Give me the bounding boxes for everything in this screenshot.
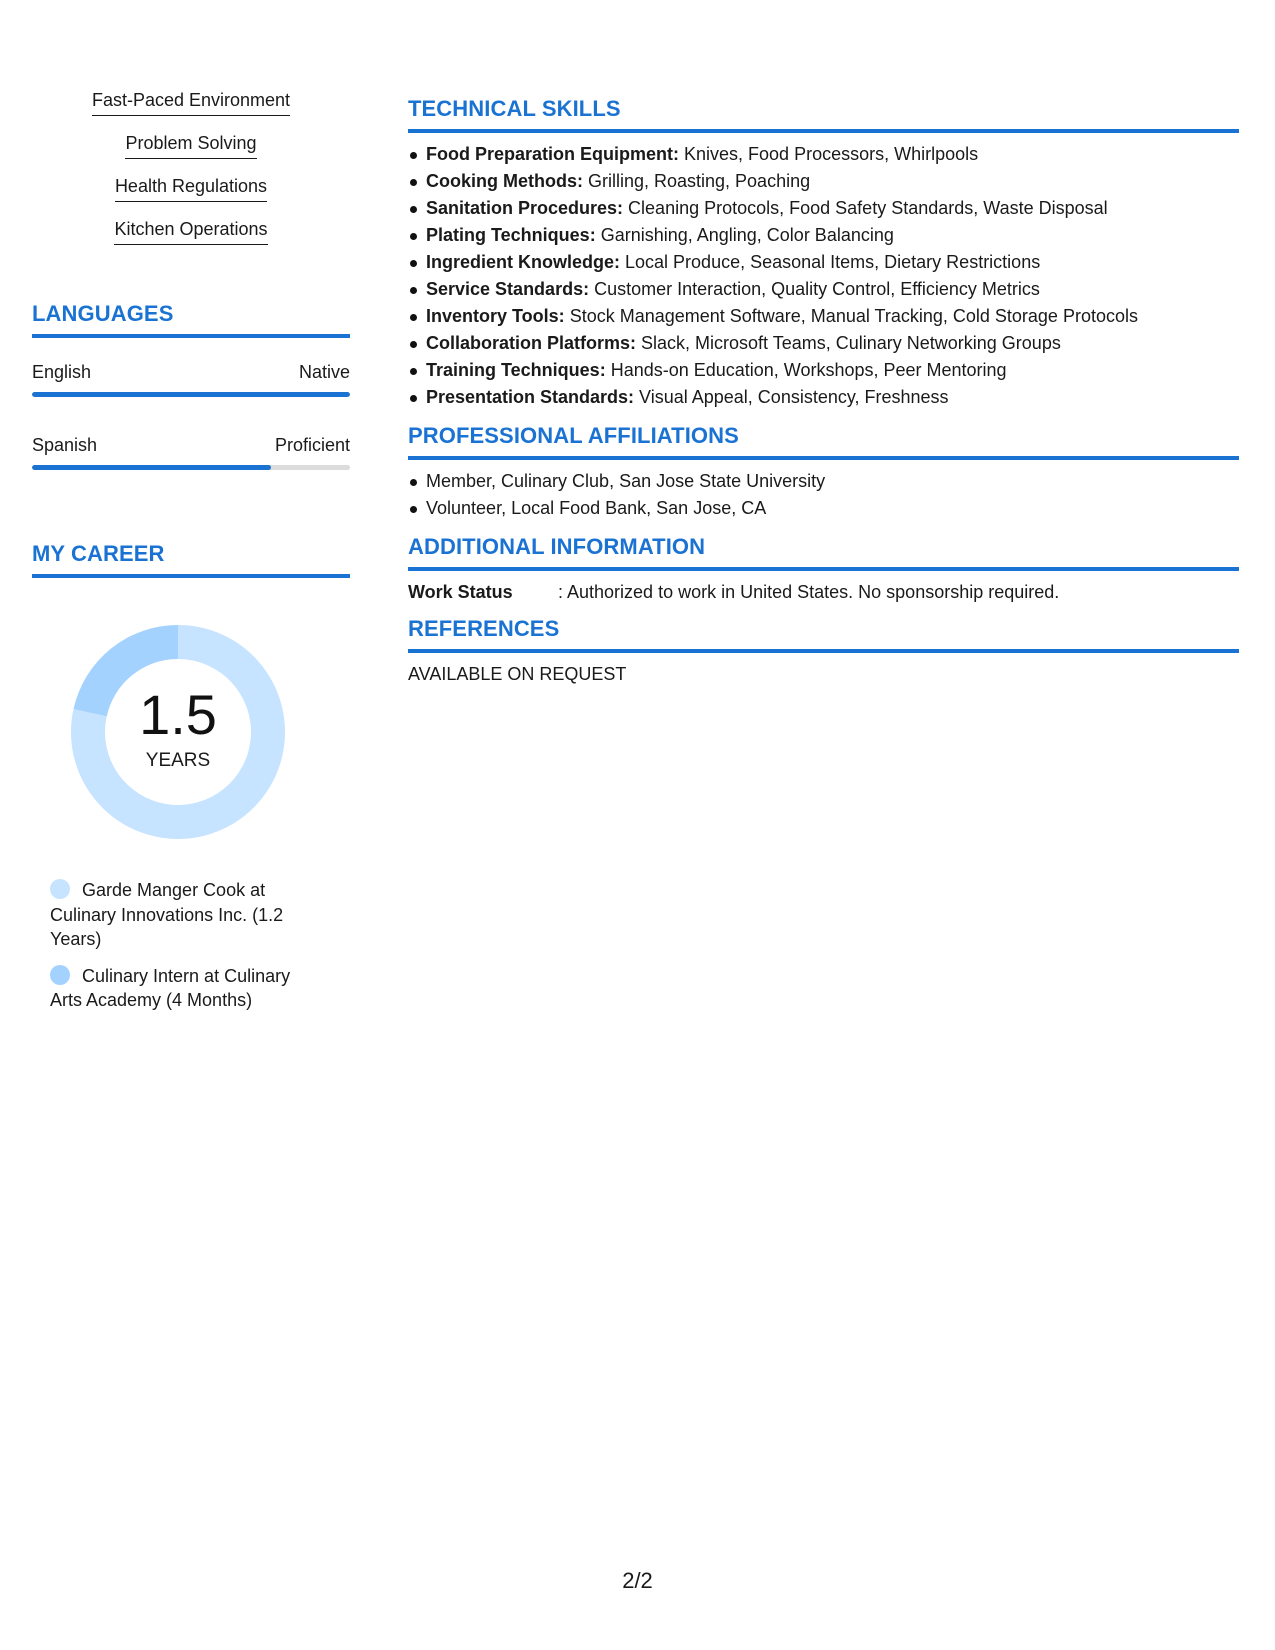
legend-label: Garde Manger Cook at Culinary Innovations Inc. (1.2 Years) [50, 880, 284, 949]
skill-category: Ingredient Knowledge: [426, 252, 621, 272]
skill-category: Cooking Methods: [426, 171, 583, 191]
skill-values: Visual Appeal, Consistency, Freshness [634, 387, 949, 407]
career-total-value: 1.5 [139, 683, 217, 746]
language-level: Proficient [274, 435, 350, 455]
skill-category: Collaboration Platforms: [426, 333, 637, 353]
career-section [32, 540, 350, 1010]
affiliations-list [408, 468, 1239, 522]
skill-values: Customer Interaction, Quality Control, Efficiency Metrics [589, 279, 1040, 299]
legend-label: Culinary Intern at Culinary Arts Academy (4 Months) [50, 965, 291, 1010]
skill-category: Plating Techniques: [426, 225, 596, 245]
technical-skills-heading: TECHNICAL SKILLS [408, 95, 1239, 133]
page-number: 2/2 [622, 1568, 653, 1593]
skill-tag: Kitchen Operations [114, 217, 267, 245]
language-proficiency-bar [32, 465, 350, 470]
list-item [426, 276, 1239, 303]
skill-tag: Problem Solving [125, 131, 256, 159]
language-item [32, 433, 350, 470]
career-donut-chart [66, 620, 290, 844]
career-legend [50, 878, 320, 1025]
language-proficiency-fill [32, 465, 271, 470]
technical-skills-list [408, 141, 1239, 411]
legend-item [50, 964, 320, 1013]
skill-tag: Health Regulations [115, 174, 267, 202]
list-item [426, 303, 1239, 330]
language-level: Native [298, 362, 350, 382]
references-section [408, 615, 1239, 687]
career-heading: MY CAREER [32, 540, 350, 578]
work-status-value: : Authorized to work in United States. No sponsorship required. [558, 582, 1060, 602]
work-status-label: Work Status [408, 582, 513, 602]
list-item [426, 384, 1239, 411]
references-text: AVAILABLE ON REQUEST [408, 664, 627, 684]
career-total-unit: YEARS [145, 750, 211, 771]
language-proficiency-bar [32, 392, 350, 397]
language-name: English [32, 362, 92, 382]
list-item [426, 195, 1239, 222]
list-item [426, 330, 1239, 357]
additional-info-heading: ADDITIONAL INFORMATION [408, 533, 1239, 571]
list-item [426, 168, 1239, 195]
skill-category: Food Preparation Equipment: [426, 144, 680, 164]
list-item [426, 141, 1239, 168]
skill-category: Training Techniques: [426, 360, 606, 380]
list-item [426, 357, 1239, 384]
languages-heading: LANGUAGES [32, 300, 350, 338]
legend-dot [50, 965, 70, 985]
skill-category: Service Standards: [426, 279, 590, 299]
donut-center [66, 620, 290, 844]
additional-info-section [408, 533, 1239, 605]
affiliations-section [408, 422, 1239, 522]
technical-skills-section [408, 95, 1239, 411]
affiliations-heading: PROFESSIONAL AFFILIATIONS [408, 422, 1239, 460]
skill-values: Knives, Food Processors, Whirlpools [679, 144, 979, 164]
skill-tag: Fast-Paced Environment [92, 88, 290, 116]
legend-item [50, 878, 320, 952]
skill-values: Garnishing, Angling, Color Balancing [595, 225, 894, 245]
skill-values: Slack, Microsoft Teams, Culinary Networking Groups [636, 333, 1061, 353]
list-item: Volunteer, Local Food Bank, San Jose, CA [426, 495, 1239, 522]
skill-values: Grilling, Roasting, Poaching [582, 171, 811, 191]
skill-values: Local Produce, Seasonal Items, Dietary Restrictions [620, 252, 1041, 272]
legend-dot [50, 879, 70, 899]
skill-category: Inventory Tools: [426, 306, 565, 326]
skill-values: Cleaning Protocols, Food Safety Standards, Waste Disposal [623, 198, 1108, 218]
work-status-row [408, 579, 1239, 605]
references-heading: REFERENCES [408, 615, 1239, 653]
skill-values: Stock Management Software, Manual Tracking, Cold Storage Protocols [564, 306, 1138, 326]
skill-category: Presentation Standards: [426, 387, 635, 407]
list-item: Member, Culinary Club, San Jose State University [426, 468, 1239, 495]
skill-tags [32, 88, 350, 260]
language-proficiency-fill [32, 392, 350, 397]
skill-values: Hands-on Education, Workshops, Peer Mentoring [605, 360, 1007, 380]
list-item [426, 222, 1239, 249]
language-name: Spanish [32, 435, 98, 455]
skill-category: Sanitation Procedures: [426, 198, 624, 218]
language-item [32, 360, 350, 397]
languages-section [32, 300, 350, 470]
list-item [426, 249, 1239, 276]
